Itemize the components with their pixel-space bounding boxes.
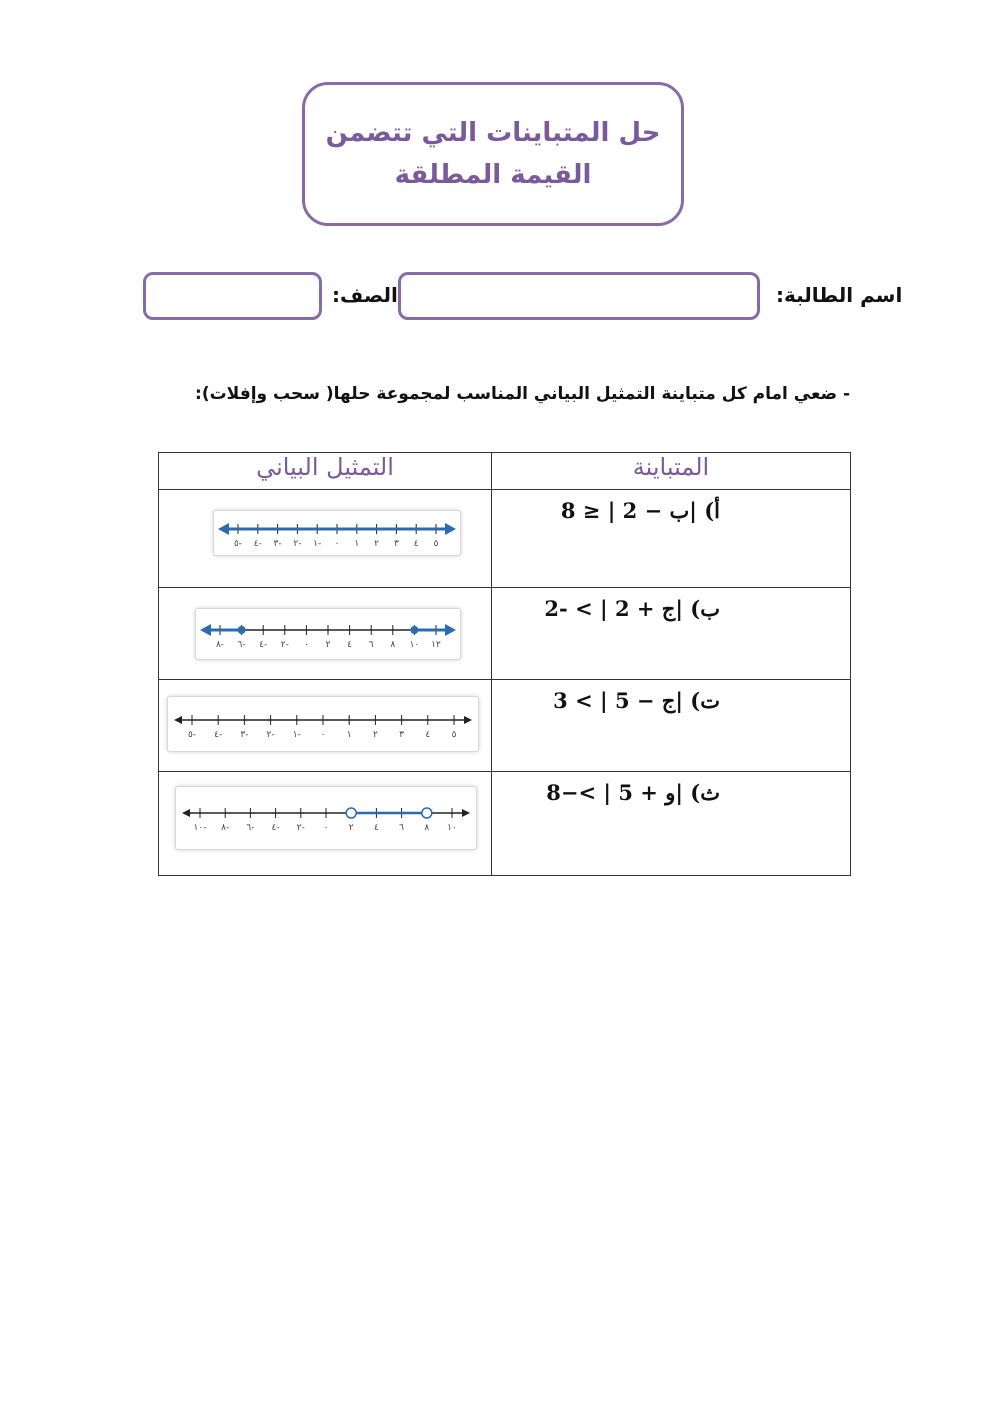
tick-label: ٠ — [323, 823, 329, 833]
header-inequality: المتباينة — [492, 453, 851, 490]
tick-label: ٤ — [373, 823, 379, 833]
title-line-2: القيمة المطلقة — [394, 160, 592, 190]
graph-drop-zone[interactable] — [159, 588, 492, 680]
tick-label: ٥- — [233, 539, 243, 549]
tick-label: ١٠ — [447, 823, 457, 833]
matching-table — [158, 452, 851, 876]
tick-label: ٨ — [390, 640, 396, 650]
student-name-field[interactable] — [398, 272, 760, 320]
header-graph: التمثيل البياني — [159, 453, 492, 490]
tick-label: ٨ — [424, 823, 430, 833]
tick-label: ١ — [354, 539, 360, 549]
tick-label: ١- — [292, 730, 301, 740]
tick-label: ٦- — [237, 640, 246, 650]
tick-label: ٢ — [348, 823, 354, 833]
graph-drop-zone[interactable] — [159, 772, 492, 876]
tick-label: ١٠- — [193, 823, 207, 833]
number-line-graph-3 — [168, 697, 478, 751]
tick-label: ٤- — [214, 730, 223, 740]
tick-label: ٥ — [433, 539, 439, 549]
title-line-1: حل المتباينات التي تتضمن — [325, 118, 661, 148]
inequality-a: أ) |ب − 2 | ≤ 8 — [492, 490, 851, 588]
tick-label: ٥ — [451, 730, 457, 740]
tick-label: ٥- — [187, 730, 197, 740]
inequality-t: ت) |ج − 5 | > 3 — [492, 680, 851, 772]
number-line-card[interactable] — [195, 608, 461, 660]
tick-label: ١- — [313, 539, 322, 549]
tick-label: ١٠ — [409, 640, 420, 650]
class-field[interactable] — [143, 272, 322, 320]
tick-label: ٣ — [399, 730, 405, 740]
left-solution-arrow — [218, 523, 229, 535]
tick-label: ١٢ — [431, 640, 441, 650]
tick-label: ٤- — [253, 539, 262, 549]
tick-label: ٢- — [266, 730, 275, 740]
tick-label: ٣ — [393, 539, 399, 549]
tick-label: ٣- — [273, 539, 282, 549]
tick-label: ٢- — [296, 823, 305, 833]
tick-label: ٢ — [325, 640, 331, 650]
tick-label: ٠ — [303, 640, 309, 650]
tick-label: ٨- — [221, 823, 230, 833]
open-point-left — [346, 808, 356, 818]
right-arrow — [462, 809, 470, 817]
tick-label: ٠ — [320, 730, 326, 740]
tick-label: ٢ — [372, 730, 378, 740]
tick-label: ٨- — [215, 640, 225, 650]
tick-label: ٦ — [368, 640, 374, 650]
tick-label: ٣- — [240, 730, 249, 740]
tick-label: ٤ — [347, 640, 353, 650]
number-line-card[interactable] — [175, 786, 477, 850]
tick-label: ٤- — [259, 640, 268, 650]
tick-label: ٢- — [293, 539, 302, 549]
tick-label: ٤- — [271, 823, 280, 833]
closed-point-right — [410, 626, 418, 634]
tick-label: ٦- — [246, 823, 255, 833]
student-name-label: اسم الطالبة: — [776, 283, 903, 307]
open-point-right — [422, 808, 432, 818]
class-label: الصف: — [332, 283, 398, 307]
right-solution-arrow — [445, 523, 456, 535]
number-line-card[interactable] — [167, 696, 479, 752]
tick-label: ٤ — [425, 730, 431, 740]
tick-label: ٠ — [334, 539, 340, 549]
right-arrow — [464, 716, 472, 724]
tick-label: ٢- — [280, 640, 289, 650]
instruction-text: - ضعي امام كل متباينة التمثيل البياني المناسب لمجموعة حلها( سحب وإفلات): — [195, 384, 850, 404]
right-solution-arrow — [445, 624, 456, 636]
number-line-graph-2 — [196, 609, 460, 659]
number-line-graph-1 — [214, 511, 460, 555]
inequality-th: ث) |و + 5 | >−8 — [492, 772, 851, 876]
left-solution-arrow — [200, 624, 211, 636]
inequality-b: ب) |ج + 2 | > -2 — [492, 588, 851, 680]
number-line-graph-4 — [176, 787, 476, 849]
number-line-card[interactable] — [213, 510, 461, 556]
tick-label: ٤ — [413, 539, 419, 549]
graph-drop-zone[interactable] — [159, 490, 492, 588]
closed-point-left — [238, 626, 246, 634]
tick-label: ٢ — [374, 539, 380, 549]
title-box — [302, 82, 684, 226]
graph-drop-zone[interactable] — [159, 680, 492, 772]
tick-label: ٦ — [399, 823, 405, 833]
left-arrow — [182, 809, 190, 817]
left-arrow — [174, 716, 182, 724]
tick-label: ١ — [346, 730, 352, 740]
